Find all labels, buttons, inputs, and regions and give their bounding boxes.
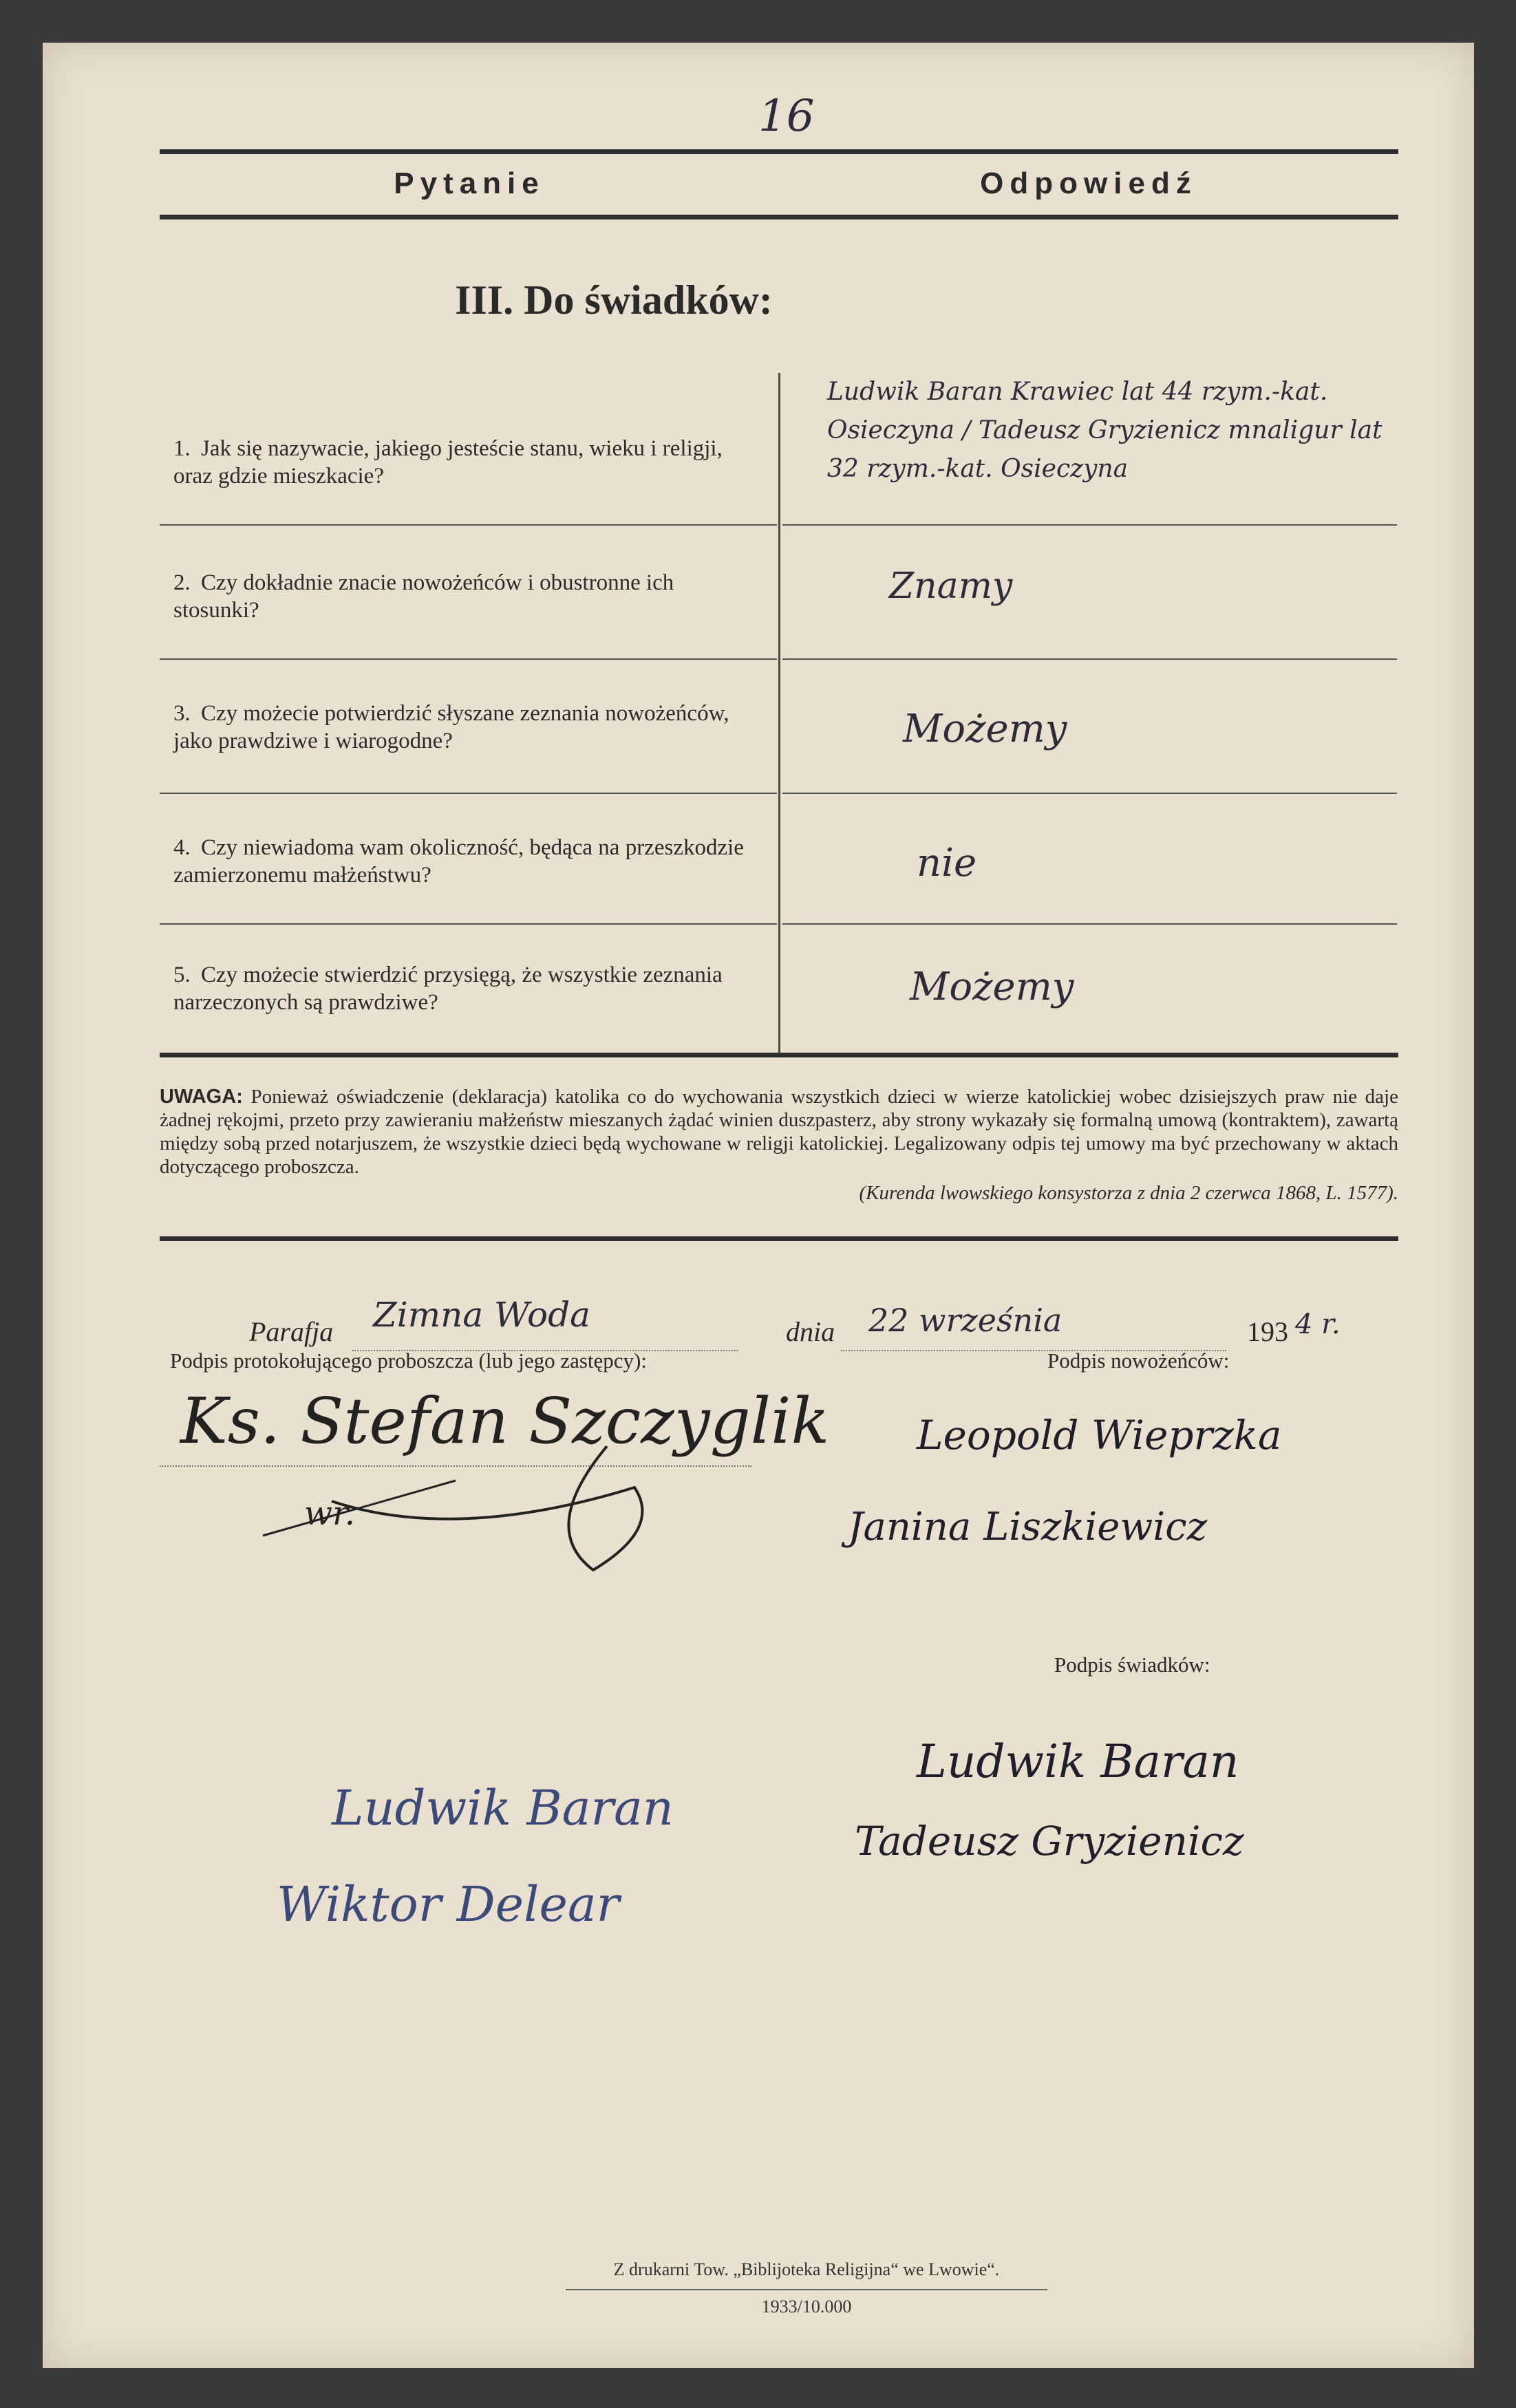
header-rule: [160, 215, 1398, 219]
left-signature-2: Wiktor Delear: [277, 1876, 620, 1933]
newlywed-signature-1: Leopold Wieprzka: [917, 1412, 1282, 1459]
date-label: dnia: [786, 1316, 835, 1347]
uwaga-note: [160, 1085, 1398, 1205]
year-prefix: 193: [1247, 1316, 1288, 1347]
question-number: 4.: [173, 835, 191, 860]
top-rule: [160, 149, 1398, 154]
witness-signature-2: Tadeusz Gryzienicz: [855, 1818, 1244, 1864]
question-text: 5. Czy możecie stwierdzić przysięgą, że wszystkie zeznania narzeczonych są prawdziwe?: [173, 963, 723, 1015]
left-signature-1: Ludwik Baran: [332, 1780, 674, 1836]
question-row: [160, 923, 1398, 1054]
answer-column-header: Odpowiedź: [980, 166, 1197, 200]
parish-label: Parafja: [249, 1316, 334, 1347]
answer-handwriting: Możemy: [903, 707, 1067, 751]
question-number: 1.: [173, 436, 191, 461]
answer-handwriting: Znamy: [889, 566, 1013, 607]
year-suffix: 4 r.: [1295, 1309, 1341, 1340]
question-column-header: Pytanie: [394, 166, 545, 200]
date-value: 22 września: [868, 1302, 1063, 1339]
newlywed-signature-2: Janina Liszkiewicz: [848, 1505, 1208, 1549]
priest-signature: Ks. Stefan Szczyglik: [180, 1384, 830, 1458]
document-page: [43, 43, 1474, 2368]
priest-signature-label: Podpis protokołującego proboszcza (lub jego zastępcy):: [170, 1348, 647, 1373]
table-header: [160, 158, 1398, 213]
edition-number: 1933/10.000: [761, 2297, 852, 2316]
parish-row: [249, 1295, 1419, 1357]
question-number: 3.: [173, 701, 191, 726]
question-text: 1. Jak się nazywacie, jakiego jesteście stanu, wieku i religji, oraz gdzie mieszkacie?: [173, 436, 723, 488]
question-number: 2.: [173, 570, 191, 595]
priest-signature-flourish: [249, 1364, 717, 1584]
answer-handwriting: Możemy: [910, 965, 1074, 1009]
witness-signature-1: Ludwik Baran: [917, 1735, 1239, 1788]
question-number: 5.: [173, 963, 191, 987]
question-text: 3. Czy możecie potwierdzić słyszane zeznania nowożeńców, jako prawdziwe i wiarogodne?: [173, 701, 729, 753]
uwaga-citation: (Kurenda lwowskiego konsystorza z dnia 2 czerwca 1868, L. 1577).: [859, 1182, 1398, 1204]
uwaga-label: UWAGA:: [160, 1086, 243, 1108]
question-row: [160, 793, 1398, 923]
table-bottom-rule: [160, 1053, 1398, 1057]
priest-signature-suffix: wr.: [304, 1494, 356, 1533]
witnesses-signature-label: Podpis świadków:: [1054, 1653, 1210, 1677]
question-text: 4. Czy niewiadoma wam okoliczność, będąca na przeszkodzie zamierzonemu małżeństwu?: [173, 835, 744, 888]
answer-handwriting: Ludwik Baran Krawiec lat 44 rzym.-kat. Osieczyna / Tadeusz Gryzienicz mnaligur lat 32 rzym.-kat. Osieczyna: [827, 378, 1382, 483]
question-text: 2. Czy dokładnie znacie nowożeńców i obustronne ich stosunki?: [173, 570, 674, 623]
newlyweds-signature-label: Podpis nowożeńców:: [1047, 1348, 1230, 1373]
question-row: [160, 373, 1398, 524]
answer-handwriting: nie: [917, 841, 977, 885]
parish-value: Zimna Woda: [373, 1295, 590, 1335]
question-row: [160, 658, 1398, 793]
printer-imprint: Z drukarni Tow. „Biblijoteka Religijna“ we Lwowie“.: [613, 2259, 1000, 2279]
uwaga-text: Ponieważ oświadczenie (deklaracja) katolika co do wychowania wszystkich dzieci w wierze katolickiej wobec dzisiejszych praw nie daje żadnej rękojmi, przeto przy zawieraniu małżeństw mieszanych żądać winien duszpasterz, aby strony wykazały się formalną umową (kontraktem), zawartą między sobą przed notarjuszem, że wszystkie dzieci będą wychowane w religji katolickiej. Legalizowany odpis tej umowy ma być przechowany w aktach dotyczącego proboszcza.: [160, 1086, 1398, 1178]
page-number: 16: [758, 91, 815, 142]
question-row: [160, 524, 1398, 658]
uwaga-bottom-rule: [160, 1236, 1398, 1241]
footer-rule: [566, 2289, 1047, 2290]
section-title: III. Do świadków:: [455, 277, 773, 323]
